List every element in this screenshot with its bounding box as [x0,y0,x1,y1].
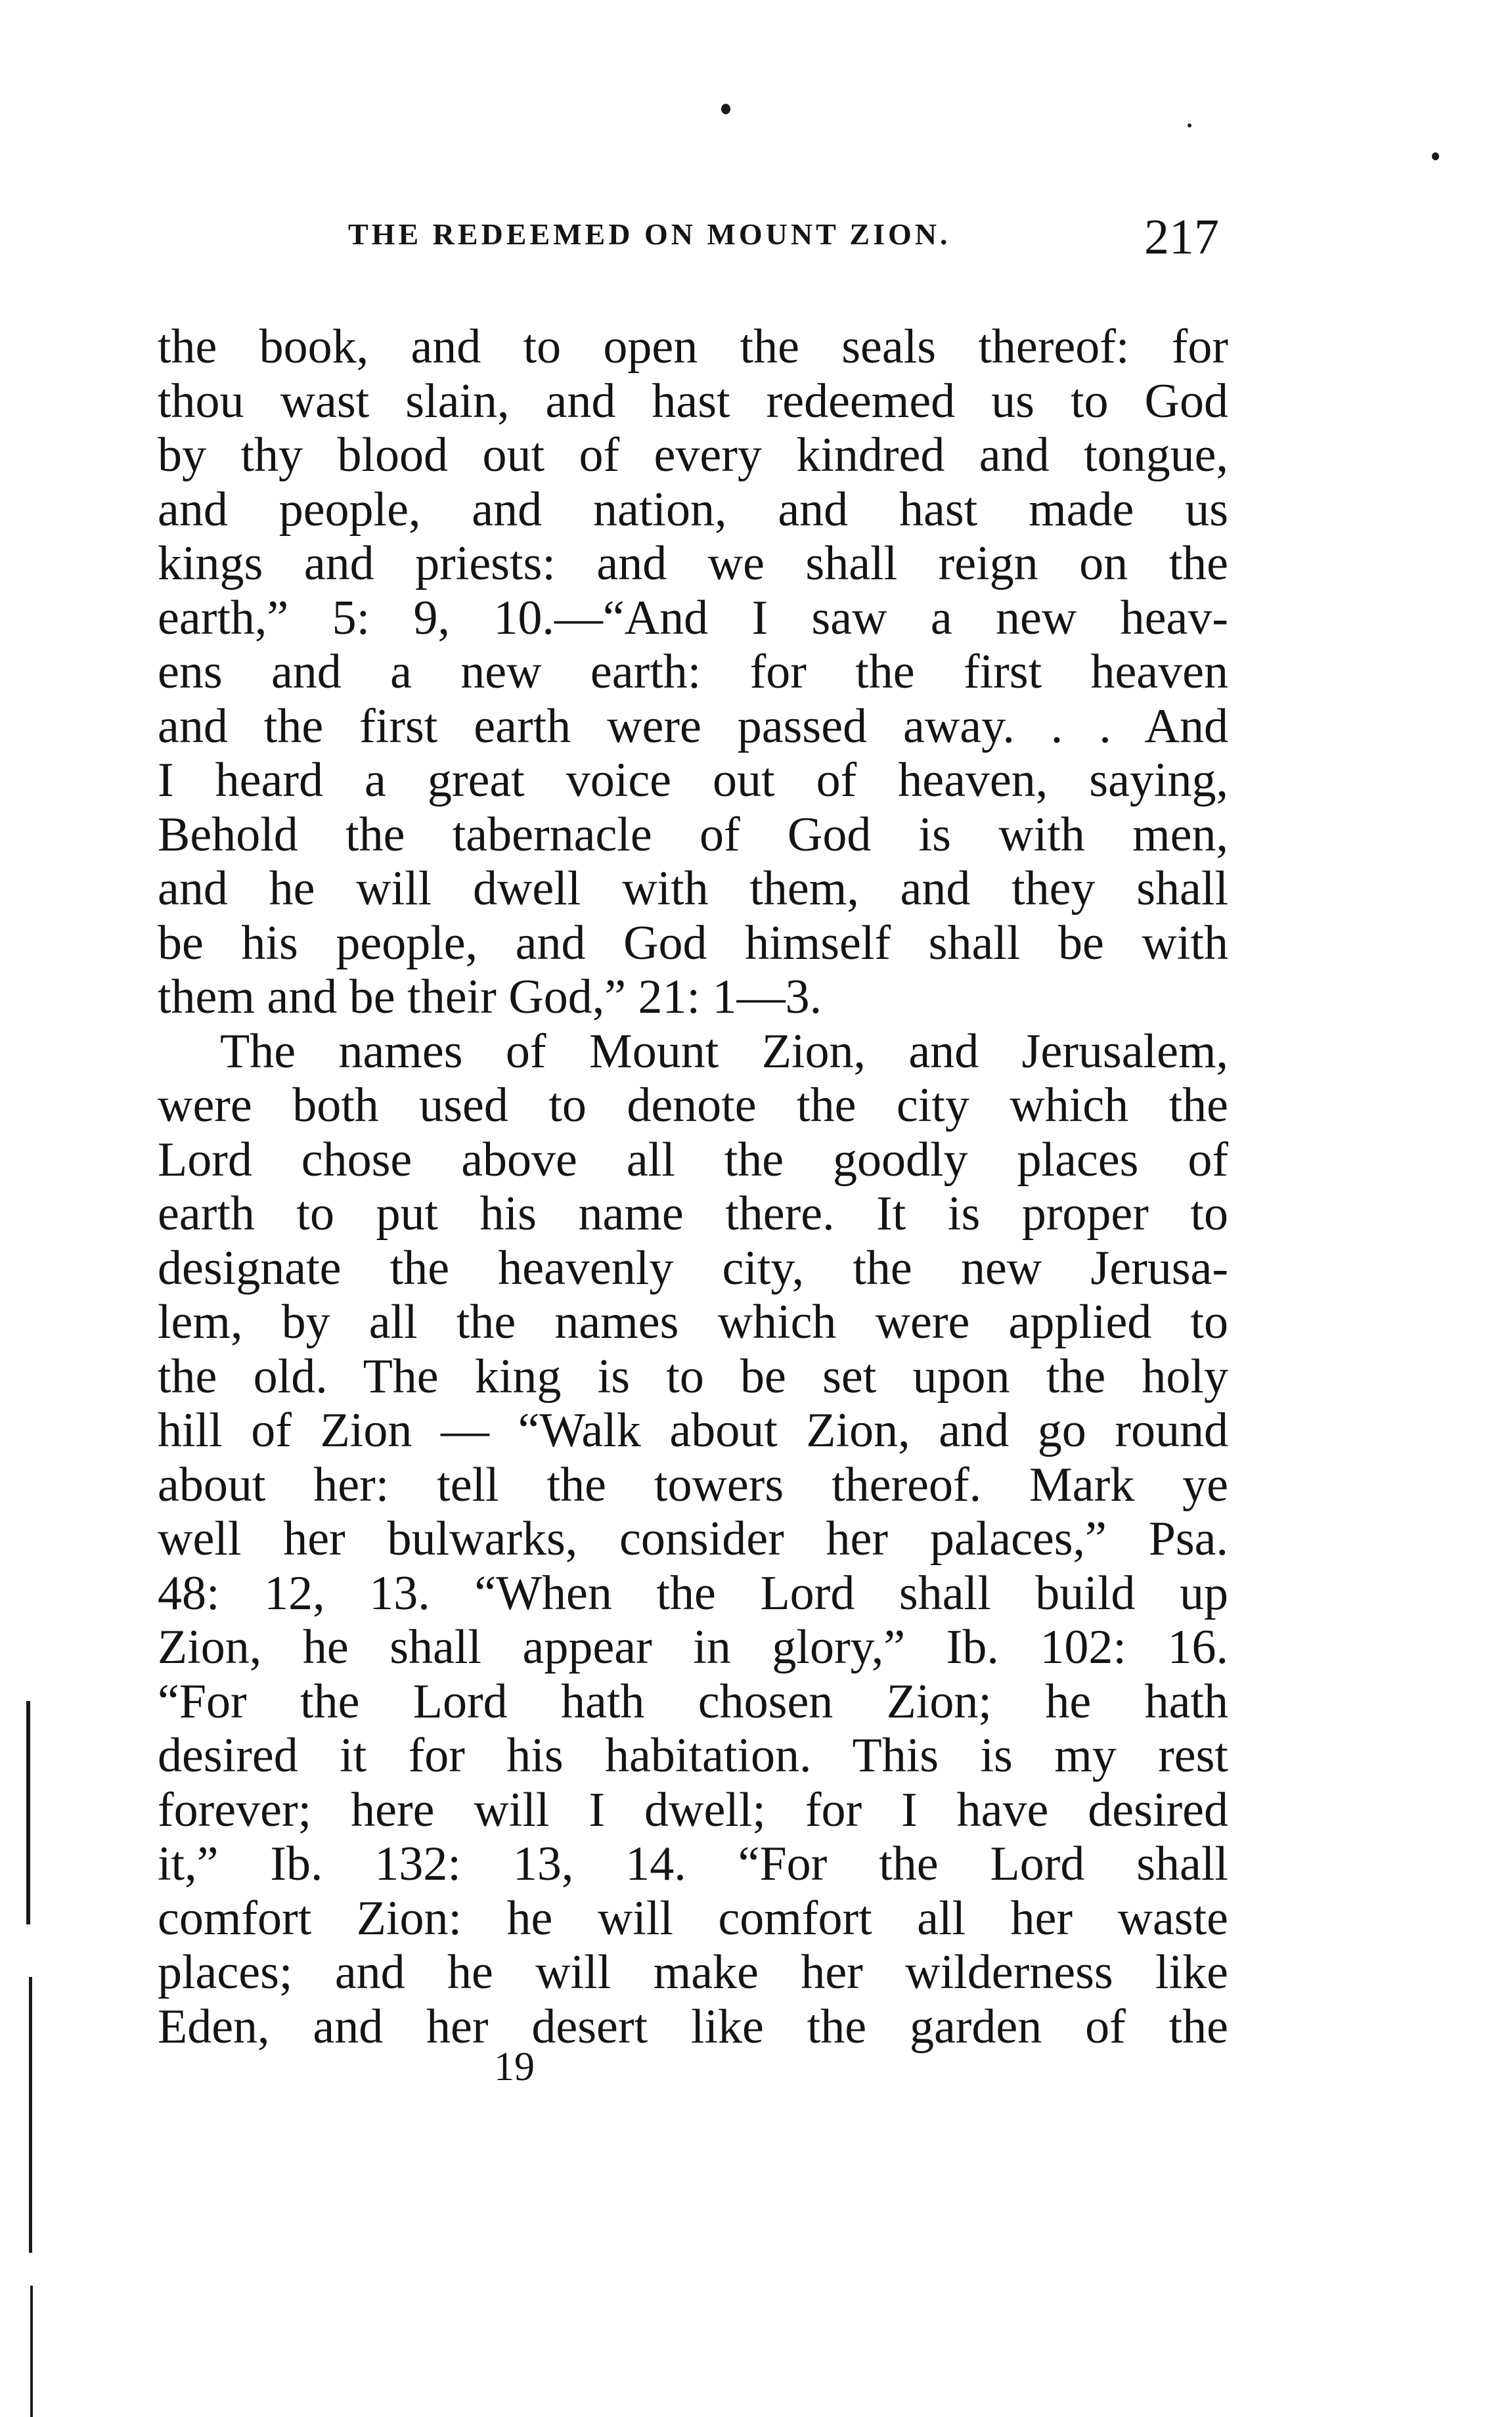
text-line: comfort Zion: he will comfort all her waste [158,1891,1228,1945]
text-line: “For the Lord hath chosen Zion; he hath [158,1674,1228,1729]
running-head: THE REDEEMED ON MOUNT ZION. [348,217,951,251]
text-line: Behold the tabernacle of God is with men, [158,807,1228,862]
text-line: 48: 12, 13. “When the Lord shall build up [158,1566,1228,1620]
text-line: kings and priests: and we shall reign on the [158,537,1228,590]
text-line: them and be their God,” 21: 1—3. [158,970,822,1024]
body-text [158,320,1228,2054]
scan-speck [1432,152,1439,160]
signature-mark: 19 [494,2045,535,2089]
text-line: were both used to denote the city which the [158,1078,1228,1132]
text-line: and he will dwell with them, and they shall [158,862,1228,916]
text-line: Zion, he shall appear in glory,” Ib. 102: 16. [158,1620,1228,1674]
text-line: earth to put his name there. It is proper to [158,1187,1228,1241]
scan-speck [721,104,730,114]
text-line: Lord chose above all the goodly places of [158,1132,1228,1187]
text-line: thou wast slain, and hast redeemed us to God [158,374,1228,428]
binding-edge-line [26,1701,30,1924]
text-line: the book, and to open the seals thereof: for [158,320,1228,374]
paragraph-2 [158,1025,1228,2054]
text-line: and the first earth were passed away. . . And [158,699,1228,753]
text-line: it,” Ib. 132: 13, 14. “For the Lord shall [158,1837,1228,1891]
text-line: well her bulwarks, consider her palaces,” Psa. [158,1512,1228,1566]
binding-edge-line [29,1977,32,2253]
text-line: by thy blood out of every kindred and tongue, [158,428,1228,482]
text-line: I heard a great voice out of heaven, saying, [158,753,1228,807]
scan-speck [1188,123,1191,127]
text-line: forever; here will I dwell; for I have desired [158,1783,1228,1837]
text-line: hill of Zion — “Walk about Zion, and go round [158,1404,1228,1457]
text-line: lem, by all the names which were applied to [158,1295,1228,1349]
text-line: designate the heavenly city, the new Jerusa- [158,1241,1228,1295]
text-line: places; and he will make her wilderness like [158,1945,1228,1999]
binding-edge-line [30,2286,33,2417]
page-number: 217 [1144,210,1219,265]
text-line: be his people, and God himself shall be with [158,916,1228,970]
text-line: The names of Mount Zion, and Jerusalem, [220,1024,1228,1078]
text-line: desired it for his habitation. This is my rest [158,1729,1228,1783]
text-line: and people, and nation, and hast made us [158,482,1228,537]
text-line: earth,” 5: 9, 10.—“And I saw a new heav- [158,590,1228,645]
text-line: ens and a new earth: for the first heaven [158,645,1228,699]
text-line: about her: tell the towers thereof. Mark ye [158,1457,1228,1512]
paragraph-1 [158,320,1228,1025]
text-line: Eden, and her desert like the garden of the [158,1999,1228,2054]
text-line: the old. The king is to be set upon the holy [158,1349,1228,1404]
